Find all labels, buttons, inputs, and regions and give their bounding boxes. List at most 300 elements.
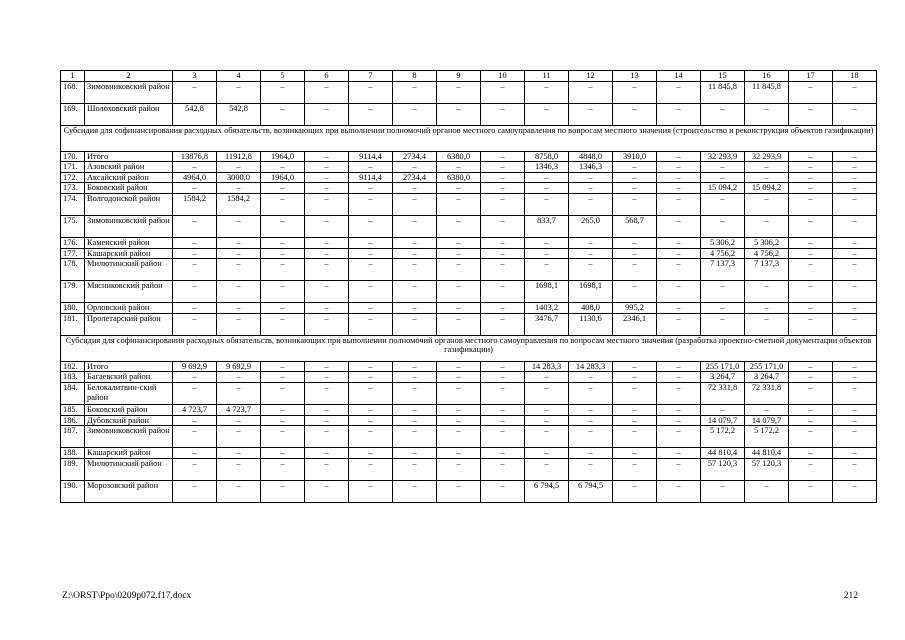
table-row [61,458,877,480]
value-cell: – [437,458,481,480]
value-cell: – [305,237,349,248]
row-number: 184. [61,382,85,404]
value-cell: – [569,172,613,183]
district-name: Зимовниковский район [85,215,173,237]
value-cell: 72 331,8 [701,382,745,404]
value-cell: 1403,2 [525,303,569,314]
value-cell: – [393,193,437,215]
value-cell: – [657,151,701,162]
value-cell: – [173,448,217,459]
value-cell: – [833,480,877,502]
header-cell: 2 [85,71,173,82]
value-cell: – [569,448,613,459]
value-cell: 7 137,3 [701,259,745,281]
value-cell: – [173,162,217,173]
section-title: Субсидия для софинансирования расходных обязательств, возникающих при выполнении полномочий органов местного самоуправления по вопросам местного значения (разработка проектно-сметной документации объектов газификации) [61,335,877,361]
district-name: Пролетарский район [85,313,173,335]
row-number: 180. [61,303,85,314]
value-cell: – [569,458,613,480]
value-cell: – [261,303,305,314]
value-cell: – [437,259,481,281]
value-cell: – [525,237,569,248]
value-cell: – [349,215,393,237]
value-cell: – [261,448,305,459]
value-cell: – [745,313,789,335]
value-cell: – [657,193,701,215]
row-number: 190. [61,480,85,502]
value-cell: – [525,183,569,194]
value-cell: – [789,361,833,372]
value-cell: – [349,303,393,314]
value-cell: – [613,458,657,480]
value-cell: – [437,480,481,502]
value-cell: 14 283,3 [525,361,569,372]
value-cell: – [305,172,349,183]
value-cell: – [789,162,833,173]
value-cell: – [261,404,305,415]
value-cell: – [481,215,525,237]
value-cell: – [657,237,701,248]
section-row [61,335,877,361]
value-cell: – [261,103,305,125]
value-cell: – [701,313,745,335]
value-cell: – [657,303,701,314]
header-cell: 7 [349,71,393,82]
value-cell: 6 794,5 [569,480,613,502]
value-cell: – [305,259,349,281]
value-cell: 3910,0 [613,151,657,162]
value-cell: – [789,215,833,237]
table-row [61,81,877,103]
value-cell: – [657,448,701,459]
value-cell: – [349,193,393,215]
value-cell: – [173,313,217,335]
value-cell: – [349,480,393,502]
value-cell: 1130,6 [569,313,613,335]
value-cell: – [393,237,437,248]
row-number: 185. [61,404,85,415]
value-cell: – [789,313,833,335]
value-cell: – [525,259,569,281]
value-cell: – [481,303,525,314]
value-cell: 9114,4 [349,151,393,162]
value-cell: – [789,259,833,281]
value-cell: – [349,237,393,248]
value-cell: – [217,303,261,314]
value-cell: – [481,193,525,215]
value-cell: 255 171,0 [745,361,789,372]
value-cell: – [393,248,437,259]
row-number: 168. [61,81,85,103]
value-cell: – [613,183,657,194]
value-cell: 5 172,2 [745,426,789,448]
value-cell: – [349,259,393,281]
value-cell: – [437,183,481,194]
footer-file-path: Z:\ORST\Ppo\0209p072.f17.docx [62,591,192,601]
value-cell: – [525,404,569,415]
row-number: 171. [61,162,85,173]
value-cell: – [173,183,217,194]
table-row [61,426,877,448]
value-cell: – [789,415,833,426]
value-cell: – [833,193,877,215]
header-cell: 14 [657,71,701,82]
value-cell: – [569,248,613,259]
value-cell: – [657,162,701,173]
value-cell: – [789,172,833,183]
value-cell: – [789,426,833,448]
value-cell: – [613,193,657,215]
value-cell: – [789,103,833,125]
value-cell: – [701,193,745,215]
value-cell: – [305,248,349,259]
table-row [61,103,877,125]
value-cell: – [613,382,657,404]
value-cell: 9 692,9 [217,361,261,372]
value-cell: – [349,382,393,404]
value-cell: – [613,404,657,415]
value-cell: – [657,215,701,237]
value-cell: – [569,103,613,125]
value-cell: – [437,448,481,459]
value-cell: – [833,426,877,448]
table-body [61,71,877,503]
row-number: 178. [61,259,85,281]
table-row [61,193,877,215]
value-cell: – [217,382,261,404]
table-row [61,313,877,335]
value-cell: – [217,259,261,281]
value-cell: 2734,4 [393,151,437,162]
row-number: 188. [61,448,85,459]
value-cell: – [525,372,569,383]
value-cell: 57 120,3 [701,458,745,480]
value-cell: – [305,313,349,335]
value-cell: – [217,215,261,237]
value-cell: – [305,415,349,426]
header-cell: 16 [745,71,789,82]
value-cell: – [217,372,261,383]
district-name: Шолоховский район [85,103,173,125]
value-cell: – [305,404,349,415]
value-cell: – [481,382,525,404]
header-cell: 1 [61,71,85,82]
value-cell: 1584,2 [217,193,261,215]
value-cell: – [833,361,877,372]
value-cell: – [393,215,437,237]
value-cell: 14 283,3 [569,361,613,372]
value-cell: – [833,259,877,281]
value-cell: – [261,361,305,372]
value-cell: – [833,237,877,248]
value-cell: – [393,81,437,103]
row-number: 176. [61,237,85,248]
value-cell: – [657,103,701,125]
section-row [61,125,877,151]
value-cell: 32 293,9 [701,151,745,162]
value-cell: – [217,415,261,426]
value-cell: – [701,215,745,237]
value-cell: – [569,193,613,215]
table-row [61,382,877,404]
value-cell: – [657,361,701,372]
value-cell: – [349,162,393,173]
header-cell: 9 [437,71,481,82]
value-cell: – [305,303,349,314]
value-cell: – [217,183,261,194]
value-cell: – [437,103,481,125]
value-cell: 2346,1 [613,313,657,335]
header-cell: 11 [525,71,569,82]
value-cell: – [481,480,525,502]
value-cell: – [437,162,481,173]
district-name: Зимовниковский район [85,426,173,448]
value-cell: – [613,237,657,248]
value-cell: – [481,81,525,103]
header-cell: 15 [701,71,745,82]
value-cell: 1698,1 [525,281,569,303]
value-cell: – [789,448,833,459]
value-cell: 5 306,2 [701,237,745,248]
value-cell: – [833,151,877,162]
value-cell: – [437,281,481,303]
value-cell: – [613,162,657,173]
row-number: 183. [61,372,85,383]
value-cell: – [657,172,701,183]
value-cell: – [481,281,525,303]
value-cell: 1346,3 [569,162,613,173]
value-cell: – [481,172,525,183]
value-cell: – [393,361,437,372]
value-cell: – [525,426,569,448]
value-cell: – [349,458,393,480]
value-cell: 14 079,7 [701,415,745,426]
row-number: 182. [61,361,85,372]
value-cell: – [833,303,877,314]
value-cell: – [305,215,349,237]
district-name: Белокалитвин-ский район [85,382,173,404]
district-name: Итого [85,151,173,162]
value-cell: – [437,215,481,237]
value-cell: – [569,372,613,383]
value-cell: 6380,0 [437,151,481,162]
value-cell: – [701,480,745,502]
value-cell: 3 264,7 [745,372,789,383]
value-cell: – [393,426,437,448]
value-cell: – [173,215,217,237]
value-cell: – [789,193,833,215]
value-cell: – [437,237,481,248]
row-number: 186. [61,415,85,426]
district-name: Багаевский район [85,372,173,383]
value-cell: – [261,215,305,237]
value-cell: – [833,404,877,415]
table-row [61,172,877,183]
district-name: Каменский район [85,237,173,248]
value-cell: – [393,404,437,415]
value-cell: 4 723,7 [173,404,217,415]
value-cell: – [745,103,789,125]
value-cell: – [789,151,833,162]
value-cell: – [657,458,701,480]
value-cell: – [481,458,525,480]
value-cell: – [261,281,305,303]
value-cell: – [525,81,569,103]
value-cell: – [833,458,877,480]
value-cell: – [789,458,833,480]
value-cell: 3000,0 [217,172,261,183]
value-cell: – [261,458,305,480]
value-cell: – [833,81,877,103]
value-cell: – [393,259,437,281]
header-row [61,71,877,82]
value-cell: – [349,372,393,383]
district-name: Боковский район [85,183,173,194]
value-cell: 1698,1 [569,281,613,303]
district-name: Милютинский район [85,458,173,480]
value-cell: – [481,162,525,173]
header-cell: 12 [569,71,613,82]
value-cell: – [173,372,217,383]
value-cell: – [349,448,393,459]
value-cell: 5 306,2 [745,237,789,248]
value-cell: – [481,361,525,372]
value-cell: – [217,313,261,335]
value-cell: – [393,415,437,426]
budget-table [60,70,877,503]
value-cell: 3476,7 [525,313,569,335]
value-cell: – [525,458,569,480]
value-cell: – [833,415,877,426]
value-cell: – [437,415,481,426]
value-cell: – [613,448,657,459]
value-cell: – [833,448,877,459]
value-cell: – [833,103,877,125]
value-cell: – [393,448,437,459]
value-cell: – [173,415,217,426]
value-cell: 408,0 [569,303,613,314]
value-cell: – [657,480,701,502]
value-cell: – [305,183,349,194]
value-cell: – [569,237,613,248]
value-cell: 4964,0 [173,172,217,183]
value-cell: – [789,480,833,502]
value-cell: – [657,248,701,259]
value-cell: – [701,103,745,125]
value-cell: – [305,426,349,448]
value-cell: – [833,172,877,183]
value-cell: – [833,248,877,259]
table-row [61,237,877,248]
value-cell: – [349,313,393,335]
header-cell: 8 [393,71,437,82]
district-name: Аксайский район [85,172,173,183]
value-cell: 833,7 [525,215,569,237]
value-cell: – [481,237,525,248]
value-cell: – [393,480,437,502]
value-cell: – [657,426,701,448]
value-cell: – [481,404,525,415]
value-cell: – [613,103,657,125]
header-cell: 4 [217,71,261,82]
value-cell: – [393,103,437,125]
value-cell: – [305,480,349,502]
value-cell: – [745,215,789,237]
value-cell: – [481,372,525,383]
value-cell: – [525,415,569,426]
value-cell: – [833,183,877,194]
header-cell: 3 [173,71,217,82]
value-cell: – [569,183,613,194]
value-cell: – [305,162,349,173]
district-name: Итого [85,361,173,372]
value-cell: 995,2 [613,303,657,314]
header-cell: 18 [833,71,877,82]
value-cell: – [569,259,613,281]
value-cell: – [701,281,745,303]
page-number: 212 [843,591,858,601]
value-cell: – [569,426,613,448]
value-cell: – [613,172,657,183]
value-cell: 6 794,5 [525,480,569,502]
value-cell: – [261,81,305,103]
value-cell: – [613,426,657,448]
value-cell: – [305,372,349,383]
value-cell: – [789,237,833,248]
value-cell: – [833,215,877,237]
header-cell: 13 [613,71,657,82]
district-name: Дубовский район [85,415,173,426]
value-cell: – [789,404,833,415]
table-row [61,361,877,372]
value-cell: 568,7 [613,215,657,237]
value-cell: – [173,281,217,303]
value-cell: – [173,259,217,281]
value-cell: – [261,248,305,259]
value-cell: – [173,382,217,404]
value-cell: – [305,103,349,125]
value-cell: – [613,415,657,426]
value-cell: – [745,193,789,215]
row-number: 187. [61,426,85,448]
value-cell: 7 137,3 [745,259,789,281]
value-cell: – [613,81,657,103]
value-cell: – [261,382,305,404]
value-cell: 2734,4 [393,172,437,183]
header-cell: 5 [261,71,305,82]
value-cell: – [349,248,393,259]
value-cell: – [833,372,877,383]
value-cell: – [305,458,349,480]
value-cell: – [437,303,481,314]
header-cell: 17 [789,71,833,82]
district-name: Мясниковский район [85,281,173,303]
value-cell: – [613,281,657,303]
value-cell: – [349,81,393,103]
value-cell: 3 264,7 [701,372,745,383]
value-cell: – [481,151,525,162]
value-cell: – [481,426,525,448]
value-cell: – [789,382,833,404]
value-cell: – [525,448,569,459]
table-row [61,183,877,194]
value-cell: – [569,81,613,103]
value-cell: – [701,404,745,415]
value-cell: – [701,172,745,183]
district-name: Азовский район [85,162,173,173]
value-cell: – [217,248,261,259]
value-cell: – [173,248,217,259]
